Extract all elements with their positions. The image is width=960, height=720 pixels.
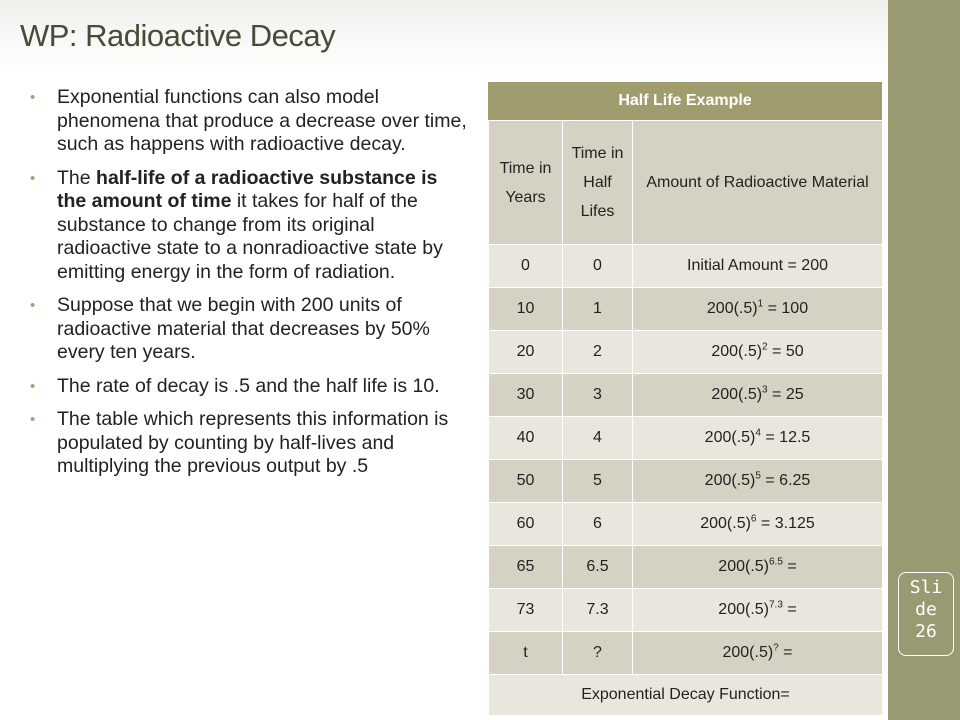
table-footer: Exponential Decay Function=: [489, 675, 883, 716]
cell-half-lives: 6: [563, 503, 633, 546]
cell-amount: $200(.5)^2 = 50$: [633, 331, 883, 374]
table-row: [489, 503, 883, 546]
slide-number-logo: Sli de 26: [898, 572, 954, 656]
table-row: [489, 632, 883, 675]
column-header: Amount of Radioactive Material: [633, 121, 883, 245]
bullet-item: • The half-life of a radioactive substance is the amount of time it takes for half of the substance to change from its original radioactive state to a nonradioactive state by emitting energy in the form of radiation.: [30, 166, 443, 283]
half-life-table: [488, 82, 882, 703]
cell-amount: $200(.5)^1 = 100$: [633, 288, 883, 331]
cell-amount: $200(.5)^6 = 3.125$: [633, 503, 883, 546]
cell-half-lives: 3: [563, 374, 633, 417]
bullet-icon: •: [30, 297, 36, 314]
cell-amount: $200(.5)^{7.3}$ =: [633, 589, 883, 632]
cell-amount: $200(.5)^3 = 25$: [633, 374, 883, 417]
slide-title: WP: Radioactive Decay: [20, 18, 336, 53]
table-title: Half Life Example: [488, 82, 882, 120]
table-row: [489, 417, 883, 460]
cell-years: 65: [489, 546, 563, 589]
table-row: [489, 374, 883, 417]
cell-years: 30: [489, 374, 563, 417]
cell-half-lives: 7.3: [563, 589, 633, 632]
cell-years: t: [489, 632, 563, 675]
cell-half-lives: 6.5: [563, 546, 633, 589]
cell-amount: $200(.5)^{6.5}$ =: [633, 546, 883, 589]
table-row: [489, 460, 883, 503]
column-header: Time in Half Lifes: [563, 121, 633, 245]
bullet-icon: •: [30, 411, 36, 428]
table-row: [489, 331, 883, 374]
table-header-row: [489, 121, 883, 245]
cell-years: 50: [489, 460, 563, 503]
table-row: [489, 288, 883, 331]
bullet-icon: •: [30, 89, 36, 106]
cell-years: 20: [489, 331, 563, 374]
table-row: [489, 245, 883, 288]
table-footer-row: [489, 675, 883, 716]
bullet-item: • Suppose that we begin with 200 units of radioactive material that decreases by 50% every ten years.: [30, 294, 430, 363]
cell-half-lives: 4: [563, 417, 633, 460]
bullet-item: • The rate of decay is .5 and the half life is 10.: [30, 374, 440, 397]
cell-years: 40: [489, 417, 563, 460]
cell-half-lives: 0: [563, 245, 633, 288]
data-table: [488, 120, 883, 716]
table-row: [489, 546, 883, 589]
cell-half-lives: 5: [563, 460, 633, 503]
cell-amount: $200(.5)^4 = 12.5$: [633, 417, 883, 460]
cell-years: 0: [489, 245, 563, 288]
cell-half-lives: 2: [563, 331, 633, 374]
cell-years: 10: [489, 288, 563, 331]
cell-years: 60: [489, 503, 563, 546]
cell-amount: $200(.5)^5 = 6.25$: [633, 460, 883, 503]
bullet-icon: •: [30, 377, 36, 395]
cell-half-lives: ?: [563, 632, 633, 675]
bullet-list: [30, 86, 468, 489]
bullet-item: • The table which represents this information is populated by counting by half-lives and multiplying the previous output by .5: [30, 408, 449, 477]
column-header: Time in Years: [489, 121, 563, 245]
cell-half-lives: 1: [563, 288, 633, 331]
bullet-item: • Exponential functions can also model phenomena that produce a decrease over time, such as happens with radioactive decay.: [30, 86, 467, 155]
table-row: [489, 589, 883, 632]
bullet-icon: •: [30, 169, 36, 187]
cell-amount: 200(.5)? =: [633, 632, 883, 675]
cell-years: 73: [489, 589, 563, 632]
cell-amount: Initial Amount = 200: [633, 245, 883, 288]
